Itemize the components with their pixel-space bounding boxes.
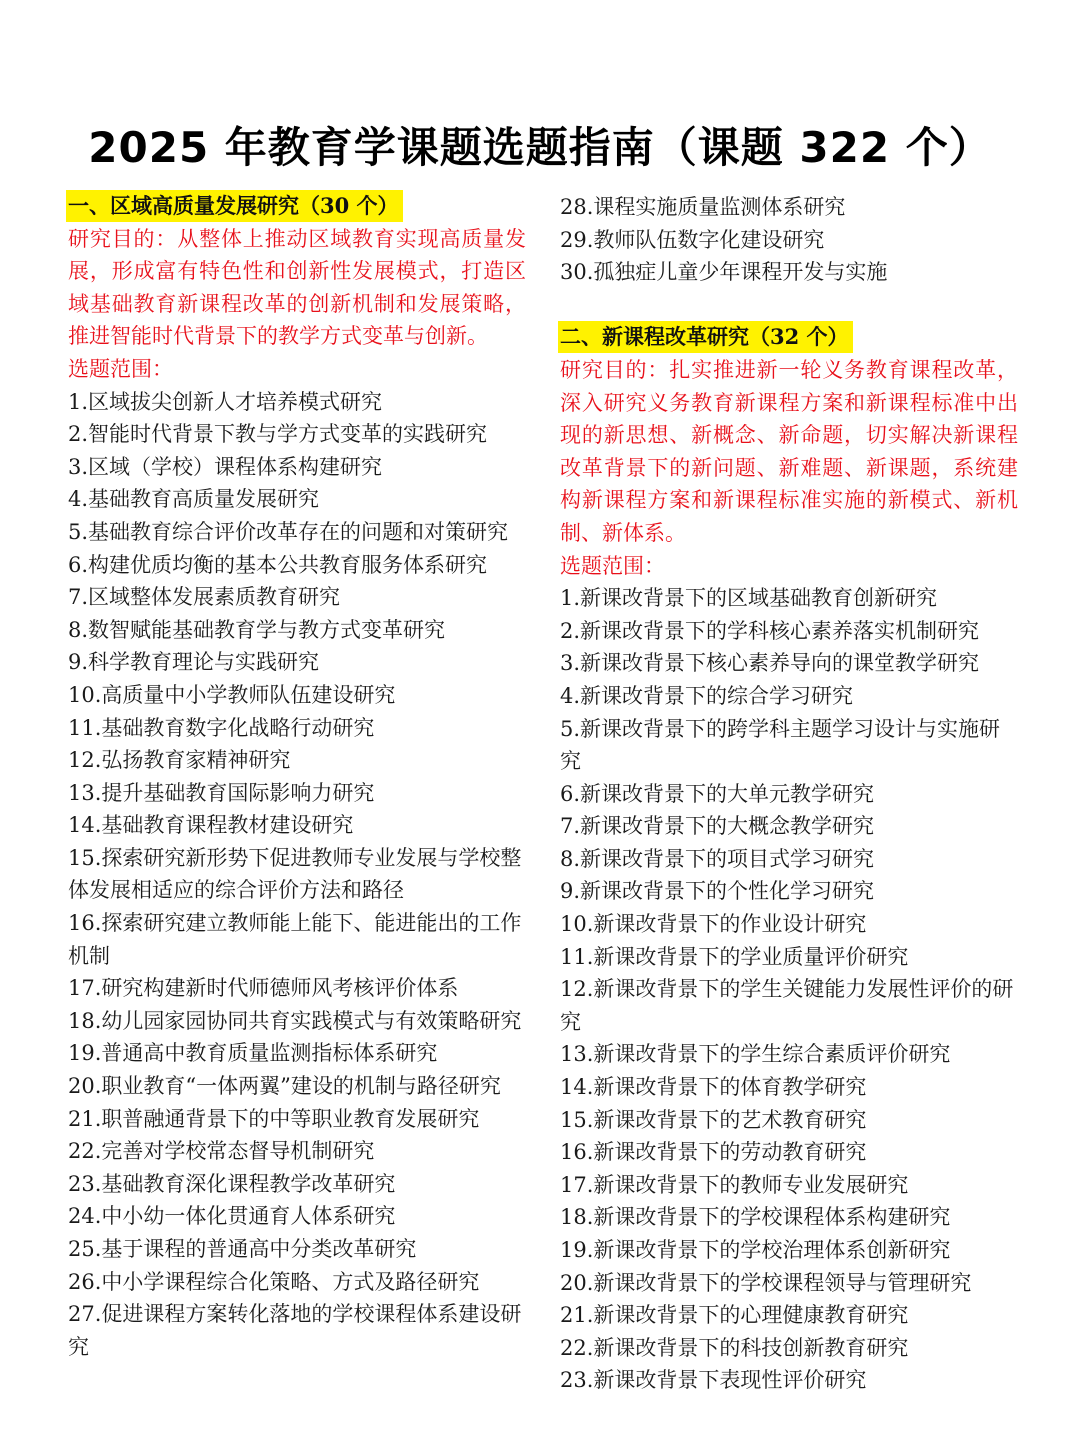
topic-item: 6.构建优质均衡的基本公共教育服务体系研究: [68, 552, 488, 577]
topic-item: 8.数智赋能基础教育学与教方式变革研究: [68, 617, 446, 642]
topic-item: 21.职普融通背景下的中等职业教育发展研究: [68, 1106, 480, 1131]
section-2-purpose: 研究目的：扎实推进新一轮义务教育课程改革，深入研究义务教育新课程方案和新课程标准中出现的新思想、新概念、新命题，切实解决新课程改革背景下的新问题、新难题、新课题，系统建构新课程方案和新课程标准实施的新模式、新机制、新体系。: [560, 357, 1018, 545]
topic-item: 3.区域（学校）课程体系构建研究: [68, 454, 383, 479]
topic-item: 17.新课改背景下的教师专业发展研究: [560, 1172, 909, 1197]
topic-item: 16.新课改背景下的劳动教育研究: [560, 1140, 867, 1165]
topic-item: 24.中小幼一体化贯通育人体系研究: [68, 1204, 396, 1229]
topic-item: 11.新课改背景下的学业质量评价研究: [560, 944, 909, 969]
section-1-topic-list-continued: [560, 191, 1018, 289]
topic-item: 4.基础教育高质量发展研究: [68, 487, 320, 512]
topic-item: 20.职业教育“一体两翼”建设的机制与路径研究: [68, 1074, 501, 1099]
topic-item: 1.新课改背景下的区域基础教育创新研究: [560, 586, 938, 611]
section-2-scope-label: 选题范围：: [560, 553, 665, 578]
topic-item: 14.新课改背景下的体育教学研究: [560, 1075, 867, 1100]
topic-item: 22.完善对学校常态督导机制研究: [68, 1139, 375, 1164]
section-1-scope-label: 选题范围：: [68, 356, 173, 381]
topic-item: 20.新课改背景下的学校课程领导与管理研究: [560, 1270, 972, 1295]
topic-item: 1.区域拔尖创新人才培养模式研究: [68, 389, 383, 414]
topic-item: 23.基础教育深化课程教学改革研究: [68, 1171, 396, 1196]
section-1-heading: [68, 190, 526, 223]
section-divider: [560, 289, 1018, 322]
section-1-purpose: 研究目的：从整体上推动区域教育实现高质量发展，形成富有特色性和创新性发展模式，打造区域基础教育新课程改革的创新机制和发展策略，推进智能时代背景下的教学方式变革与创新。: [68, 226, 526, 349]
page-title: 2025 年教育学课题选题指南（课题 322 个）: [88, 123, 992, 173]
topic-item: 2.新课改背景下的学科核心素养落实机制研究: [560, 618, 980, 643]
topic-item: 19.普通高中教育质量监测指标体系研究: [68, 1041, 438, 1066]
section-2-topic-list: [560, 582, 1018, 1397]
topic-item: 22.新课改背景下的科技创新教育研究: [560, 1335, 909, 1360]
section-2-heading: [560, 321, 1018, 354]
topic-item: 2.智能时代背景下教与学方式变革的实践研究: [68, 422, 488, 447]
topic-item: 17.研究构建新时代师德师风考核评价体系: [68, 976, 459, 1001]
topic-item: 13.提升基础教育国际影响力研究: [68, 780, 375, 805]
topic-item: 29.教师队伍数字化建设研究: [560, 227, 825, 252]
topic-item: 12.弘扬教育家精神研究: [68, 748, 291, 773]
topic-item: 18.幼儿园家园协同共育实践模式与有效策略研究: [68, 1008, 522, 1033]
section-2-heading-text: 二、新课程改革研究（32 个）: [558, 321, 853, 353]
left-column: [68, 190, 526, 1363]
topic-item: 27.促进课程方案转化落地的学校课程体系建设研究: [68, 1302, 522, 1359]
topic-item: 10.高质量中小学教师队伍建设研究: [68, 682, 396, 707]
topic-item: 8.新课改背景下的项目式学习研究: [560, 846, 875, 871]
topic-item: 11.基础教育数字化战略行动研究: [68, 715, 375, 740]
topic-item: 6.新课改背景下的大单元教学研究: [560, 781, 875, 806]
topic-item: 12.新课改背景下的学生关键能力发展性评价的研究: [560, 977, 1014, 1034]
topic-item: 13.新课改背景下的学生综合素质评价研究: [560, 1042, 951, 1067]
topic-item: 5.基础教育综合评价改革存在的问题和对策研究: [68, 519, 509, 544]
topic-item: 15.新课改背景下的艺术教育研究: [560, 1107, 867, 1132]
topic-item: 26.中小学课程综合化策略、方式及路径研究: [68, 1269, 480, 1294]
topic-item: 3.新课改背景下核心素养导向的课堂教学研究: [560, 651, 980, 676]
topic-item: 9.新课改背景下的个性化学习研究: [560, 879, 875, 904]
topic-item: 9.科学教育理论与实践研究: [68, 650, 320, 675]
topic-item: 10.新课改背景下的作业设计研究: [560, 912, 867, 937]
topic-item: 14.基础教育课程教材建设研究: [68, 813, 354, 838]
topic-item: 23.新课改背景下表现性评价研究: [560, 1368, 867, 1393]
topic-item: 28.课程实施质量监测体系研究: [560, 195, 846, 219]
topic-item: 7.区域整体发展素质教育研究: [68, 585, 341, 610]
topic-item: 30.孤独症儿童少年课程开发与实施: [560, 260, 888, 285]
topic-item: 18.新课改背景下的学校课程体系构建研究: [560, 1205, 951, 1230]
topic-item: 5.新课改背景下的跨学科主题学习设计与实施研究: [560, 716, 1001, 774]
topic-item: 7.新课改背景下的大概念教学研究: [560, 814, 875, 839]
right-column: [560, 191, 1018, 1397]
topic-item: 16.探索研究建立教师能上能下、能进能出的工作机制: [68, 911, 522, 968]
section-1-heading-text: 一、区域高质量发展研究（30 个）: [66, 190, 403, 222]
section-1-topic-list: [68, 386, 526, 1364]
topic-item: 19.新课改背景下的学校治理体系创新研究: [560, 1238, 951, 1262]
topic-item: 25.基于课程的普通高中分类改革研究: [68, 1237, 417, 1261]
topic-item: 15.探索研究新形势下促进教师专业发展与学校整体发展相适应的综合评价方法和路径: [68, 845, 522, 903]
topic-item: 4.新课改背景下的综合学习研究: [560, 683, 854, 708]
topic-item: 21.新课改背景下的心理健康教育研究: [560, 1303, 909, 1328]
